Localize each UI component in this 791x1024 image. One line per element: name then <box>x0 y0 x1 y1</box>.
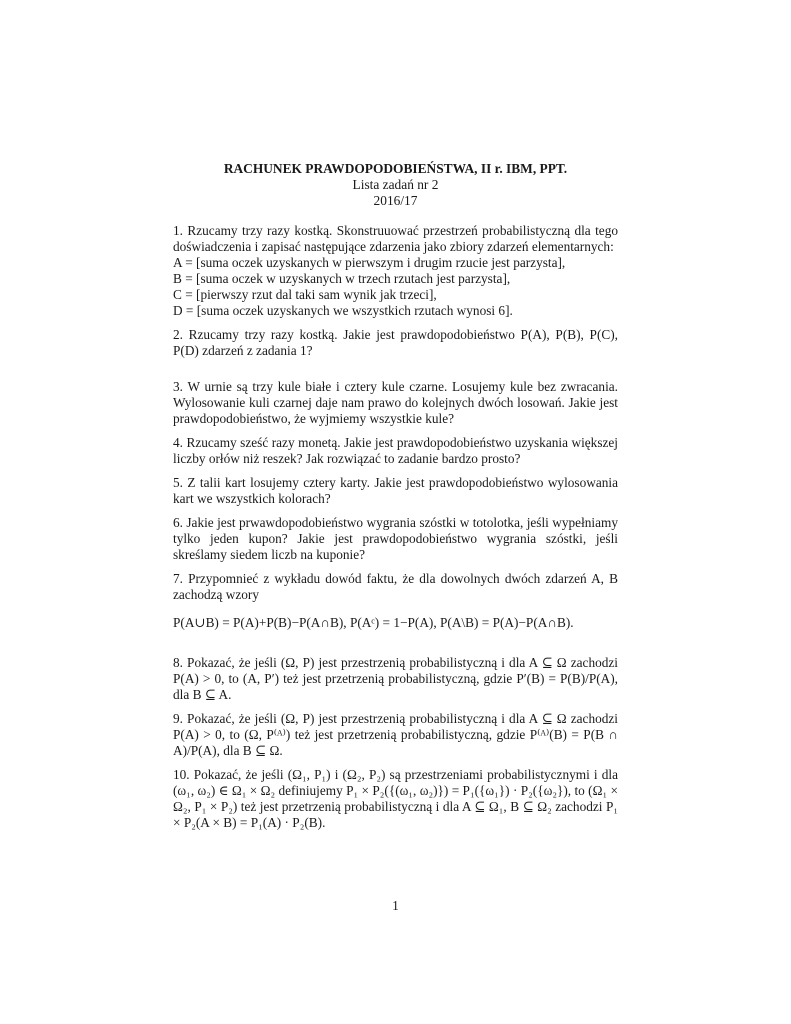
problem-1 <box>173 223 618 319</box>
event-d: D = [suma oczek uzyskanych we wszystkich rzutach wynosi 6]. <box>173 303 513 318</box>
problem-8: 8. Pokazać, że jeśli (Ω, P) jest przestrzenią probabilistyczną i dla A ⊆ Ω zachodzi P(A) > 0, to (A, P′) też jest przetrzenią probabilistyczną, gdzie P′(B) = P(B)/P(A), dla B ⊆ A. <box>173 655 618 702</box>
problem-4: 4. Rzucamy sześć razy monetą. Jakie jest prawdopodobieństwo uzyskania większej liczby orłów niż reszek? Jak rozwiązać to zadanie bardzo prosto? <box>173 435 618 466</box>
problem-10: 10. Pokazać, że jeśli (Ω₁, P₁) i (Ω₂, P₂) są przestrzeniami probabilistycznymi i dla (ω₁, ω₂) ∈ Ω₁ × Ω₂ definiujemy P₁ × P₂({(ω₁, ω₂)}) = P₁({ω₁}) · P₂({ω₂}), to (Ω₁ × Ω₂, P₁ × P₂) też jest przetrzenią probabilistyczną i dla A ⊆ Ω₁, B ⊆ Ω₂ zachodzi P₁ × P₂(A × B) = P₁(A) · P₂(B). <box>173 767 618 830</box>
document-title: RACHUNEK PRAWDOPODOBIEŃSTWA, II r. IBM, PPT. <box>223 161 568 176</box>
event-c: C = [pierwszy rzut dal taki sam wynik jak trzeci], <box>173 287 437 302</box>
event-b: B = [suma oczek w uzyskanych w trzech rzutach jest parzysta], <box>173 271 511 286</box>
problem-2: 2. Rzucamy trzy razy kostką. Jakie jest prawdopodobieństwo P(A), P(B), P(C), P(D) zdarzeń z zadania 1? <box>173 327 618 358</box>
problem-1-text: 1. Rzucamy trzy razy kostką. Skonstruuować przestrzeń probabilistyczną dla tego doświadczenia i zapisać następujące zdarzenia jako zbiory zdarzeń elementarnych: <box>173 223 618 254</box>
document-page <box>173 160 618 839</box>
problem-6: 6. Jakie jest prwawdopodobieństwo wygrania szóstki w totolotka, jeśli wypełniamy tylko jeden kupon? Jakie jest prawdopodobieństwo wygrania szóstki, jeśli skreślamy siedem liczb na kuponie? <box>173 515 618 562</box>
problem-9: 9. Pokazać, że jeśli (Ω, P) jest przestrzenią probabilistyczną i dla A ⊆ Ω zachodzi P(A) > 0, to (Ω, P⁽ᴬ⁾) też jest przetrzenią probabilistyczną, gdzie P⁽ᴬ⁾(B) = P(B ∩ A)/P(A), dla B ⊆ Ω. <box>173 711 618 758</box>
event-a: A = [suma oczek uzyskanych w pierwszym i drugim rzucie jest parzysta], <box>173 255 566 270</box>
problem-7-formula: P(A∪B) = P(A)+P(B)−P(A∩B), P(Aᶜ) = 1−P(A), P(A\B) = P(A)−P(A∩B). <box>173 615 574 630</box>
document-subtitle: Lista zadań nr 2 <box>352 177 439 192</box>
academic-year: 2016/17 <box>373 193 418 208</box>
problem-7-text: 7. Przypomnieć z wykładu dowód faktu, że dla dowolnych dwóch zdarzeń A, B zachodzą wzory <box>173 571 618 602</box>
problem-list <box>173 223 618 831</box>
problem-7 <box>173 571 618 603</box>
problem-5: 5. Z talii kart losujemy cztery karty. Jakie jest prawdopodobieństwo wylosowania kart we wszystkich kolorach? <box>173 475 618 506</box>
problem-3: 3. W urnie są trzy kule białe i cztery kule czarne. Losujemy kule bez zwracania. Wylosowanie kuli czarnej daje nam prawo do kolejnych dwóch losowań. Jakie jest prawdopodobieństwo, że wyjmiemy wszystkie kule? <box>173 379 618 426</box>
page-number: 1 <box>392 898 399 913</box>
